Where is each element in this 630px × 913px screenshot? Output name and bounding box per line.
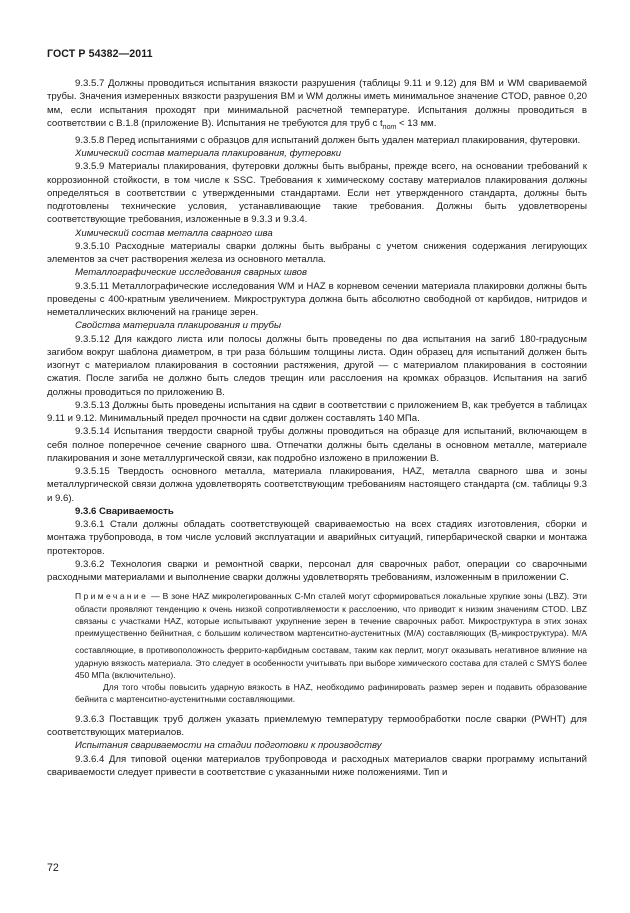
paragraph-9-3-5-8: 9.3.5.8 Перед испытаниями с образцов для испытаний должен быть удален материал плакирования, футеровки. <box>75 134 581 146</box>
paragraph-9-3-5-12: 9.3.5.12 Для каждого листа или полосы должны быть проведены по два испытания на загиб 180-градусным загибом вокруг шаблона диаметром, в три раза бо́льшим толщины листа. Один образец для испытаний должен быть изогнут с материалом плакирования в состоянии растяжения, другой — с материалом плакирования в состоянии сжатия. После загиба не должно быть следов трещин или расслоения на кромках образцов. Испытания на загиб должны проводиться по приложению В. <box>47 333 587 398</box>
paragraph-9-3-6-3: 9.3.6.3 Поставщик труб должен указать приемлемую температуру термообработки после сварки (PWHT) для соответствующих материалов. <box>47 713 587 739</box>
note-block <box>47 590 587 705</box>
paragraph-9-3-6-4: 9.3.6.4 Для типовой оценки материалов трубопровода и расходных материалов сварки программу испытаний свариваемости следует привести в соответствие с указанными ниже положениями. Тип и <box>47 753 587 778</box>
note-paragraph-1: Примечание — В зоне HAZ микролегированных C-Mn сталей могут сформироваться локальные хрупкие зоны (LBZ). Эти области проявляют тенденцию к очень низкой сопротивляемости к расслоению, что приводит к низким значениям CTOD. LBZ связаны с участками HAZ, которые испытывают укрупнение зерен в течение сварочных работ. Микроструктура в этих зонах преимущественно бейнитная, с большим количеством мартенситно-аустенитных (M/A) составляющих $(B_l-микроструктура)$. M/A составляющие, в противоположность феррито-карбидным составам, таким как перлит, могут оказывать негативное влияние на ударную вязкость материала. Это следует в особенности учитывать при выборе химического состава для сталей с SMYS более 450 МПа (включительно). <box>75 591 587 680</box>
note-paragraph-2: Для того чтобы повысить ударную вязкость в HAZ, необходимо рафинировать размер зерен и подавить образование бейнита с мартенситно-аустенитными составляющими. <box>75 682 587 705</box>
document-header: ГОСТ Р 54382—2011 <box>47 48 153 60</box>
paragraph-9-3-5-13: 9.3.5.13 Должны быть проведены испытания на сдвиг в соответствии с приложением В, как требуется в таблицах 9.11 и 9.12. Минимальный предел прочности на сдвиг должен составлять 140 МПа. <box>47 399 587 425</box>
paragraph-9-3-5-14: 9.3.5.14 Испытания твердости сварной трубы должны проводиться на образце для испытаний, включающем в себя полное поперечное сечение сварного шва. Отпечатки должны быть сделаны в основном металле, материале плакирования и зоне металлургической связи, как подробно изложено в приложении В. <box>47 426 587 464</box>
subheading-properties: Свойства материала плакирования и трубы <box>75 320 281 332</box>
subheading-chem-clad: Химический состав материала плакирования, футеровки <box>75 148 342 160</box>
subheading-weldability-tests: Испытания свариваемости на стадии подготовки к производству <box>75 740 382 752</box>
paragraph-9-3-5-7: 9.3.5.7 Должны проводиться испытания вязкости разрушения (таблицы 9.11 и 9.12) для ВМ и WM свариваемой трубы. Значения измеренных вязкости разрушения ВМ и WM должны иметь минимальное значение CTOD, равное 0,20 мм, если испытания проходят при минимальной расчетной температуре. Испытания должны проводиться в соответствии с В.1.8 (приложение В). Испытания не требуются для труб с $t_{nom} < 13$ мм. <box>47 78 587 131</box>
paragraph-9-3-6-1: 9.3.6.1 Стали должны обладать соответствующей свариваемостью на всех стадиях изготовления, сборки и монтажа трубопровода, в том числе условий эксплуатации и аварийных ситуаций, гипербарической сварки и монтажа протекторов. <box>47 519 587 557</box>
subheading-metallography: Металлографические исследования сварных швов <box>75 267 308 279</box>
paragraph-9-3-5-10: 9.3.5.10 Расходные материалы сварки должны быть выбраны с учетом снижения содержания легирующих элементов за счет растворения железа из основного металла. <box>47 240 587 266</box>
paragraph-9-3-6-2: 9.3.6.2 Технология сварки и ремонтной сварки, персонал для сварочных работ, операции со сварочными расходными материалами и выполнение сварки должны удовлетворять требованиям, изложенным в приложении С. <box>47 558 587 584</box>
paragraph-9-3-5-9: 9.3.5.9 Материалы плакирования, футеровки должны быть выбраны, прежде всего, на основании требований к коррозионной стойкости, в том числе к SSC. Требования к химическому составу материалов плакирования должны определяться в соответствии с утвержденными стандартами. Если нет утвержденного стандарта, должны быть подготовлены технические условия, устанавливающие такие требования. Должны быть удовлетворены соответствующие требования, изложенные в 9.3.3 и 9.3.4. <box>47 161 587 226</box>
paragraph-9-3-5-11: 9.3.5.11 Металлографические исследования WM и HAZ в корневом сечении материала плакировки должны быть проведены с 400-кратным увеличением. Микроструктура должна быть абсолютно свободной от карбидов, нитридов и неметаллических включений на границе зерен. <box>47 280 587 319</box>
section-heading-9-3-6: 9.3.6 Свариваемость <box>75 505 174 517</box>
note-label: Примечание <box>75 591 149 602</box>
page-number: 72 <box>47 862 59 874</box>
document-body <box>47 77 587 779</box>
subheading-chem-weld: Химический состав металла сварного шва <box>75 227 273 239</box>
paragraph-9-3-5-15: 9.3.5.15 Твердость основного металла, материала плакирования, HAZ, металла сварного шва и зоны металлургической связи должна удовлетворять соответствующим требованиям настоящего стандарта (см. таблицы 9.3 и 9.6). <box>47 466 587 504</box>
